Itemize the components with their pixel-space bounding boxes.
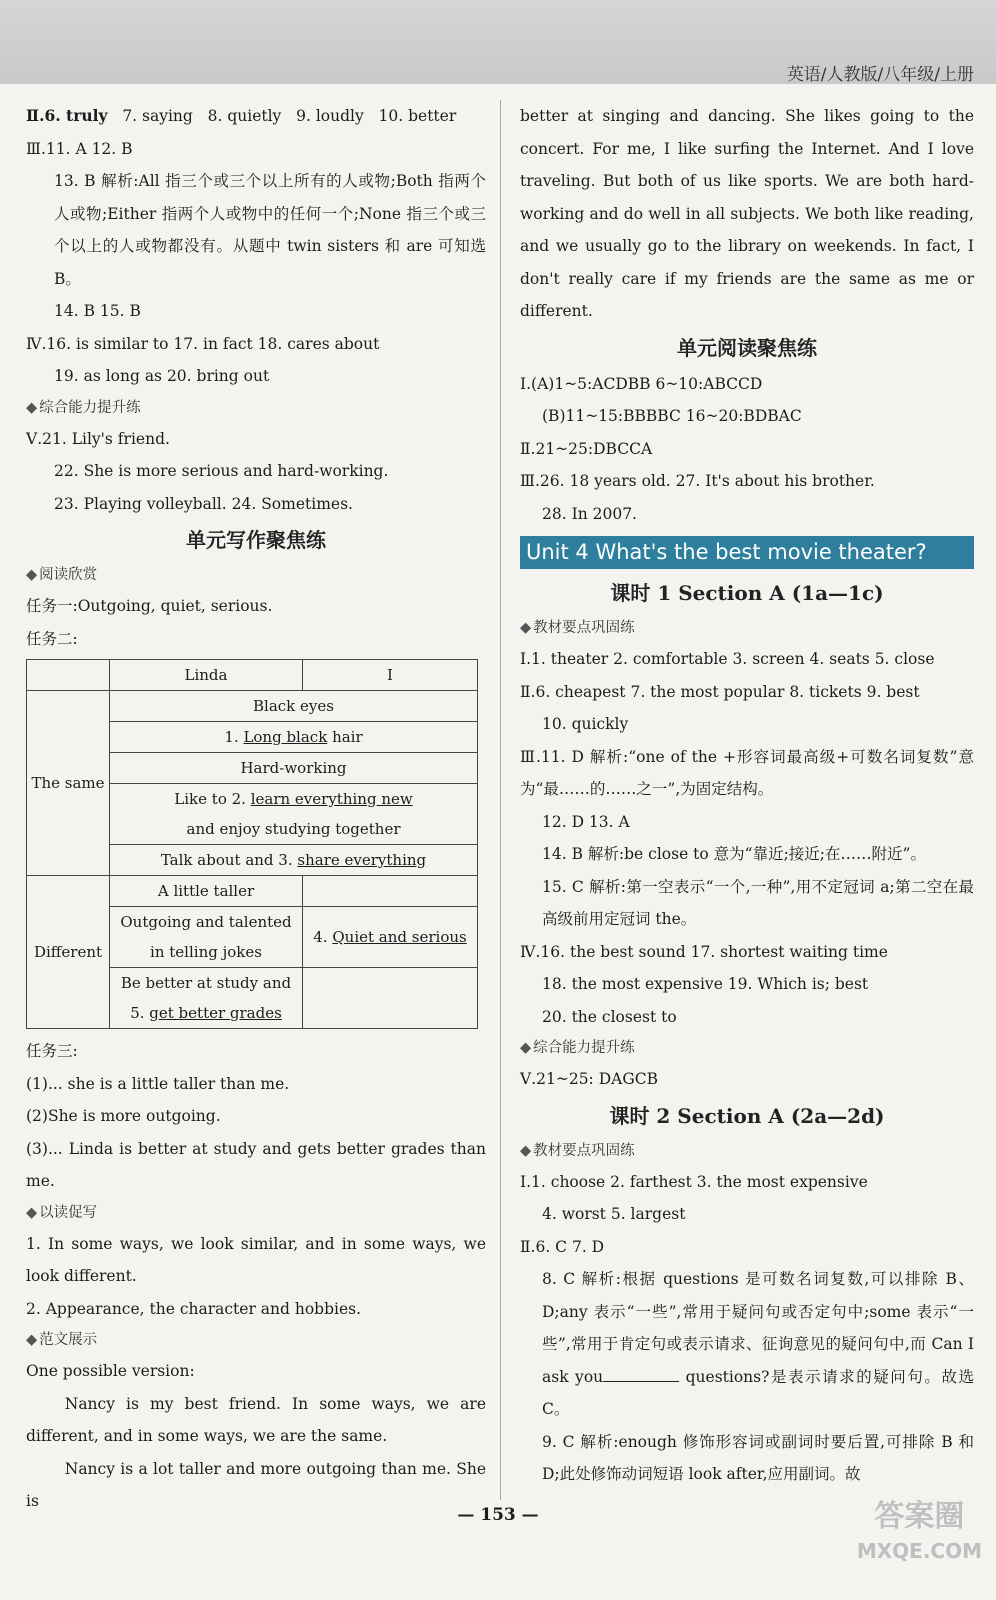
answer-line: 19. as long as 20. bring out [54,367,270,385]
answer-line: (1)... she is a little taller than me. [26,1074,290,1093]
section-title: 单元写作聚焦练 [186,528,326,552]
answer-line: (2)She is more outgoing. [26,1107,221,1125]
diamond-icon: ◆ [26,399,38,416]
table-cell: 1. Long black hair [110,722,478,753]
essay-paragraph: better at singing and dancing. She likes going to the concert. For me, I like surfing the Internet. And I love traveling. But both of us like sports. We are both hard-working and do well in all subjects. We both like reading, and we usually go to the library on weekends. In fact, I don't really care if my friends are the same as me or different. [520,107,974,320]
lesson-title: 课时 1 Section A (1a—1c) [610,581,884,605]
answer-line: Ⅳ.16. is similar to 17. in fact 18. cares about [26,334,380,353]
comparison-table [26,659,478,1029]
table-cell: Black eyes [110,691,478,722]
answer-blank [603,1381,679,1382]
essay-line: One possible version: [26,1362,195,1380]
answer-line: Ⅱ.6. cheapest 7. the most popular 8. tickets 9. best [520,682,920,701]
table-cell: Be better at study and 5. get better grades [110,968,303,1029]
right-column [520,100,974,1491]
section-label: ◆ 综合能力提升练 [26,399,141,416]
section-label: ◆ 范文展示 [26,1332,98,1348]
page-number: — 153 — [457,1505,539,1525]
essay-paragraph: Nancy is a lot taller and more outgoing than me. She is [26,1459,486,1510]
task-line: 任务二: [26,629,78,648]
table-header: I [303,660,478,691]
diamond-icon: ◆ [520,620,532,636]
diamond-icon: ◆ [26,1332,38,1348]
diamond-icon: ◆ [520,1040,532,1056]
row-label: Different [27,876,110,1029]
answer-line: 10. quickly [542,715,629,733]
table-cell: Hard-working [110,753,478,784]
answer-line: Ⅳ.16. the best sound 17. shortest waiting time [520,942,888,961]
answer-line: 18. the most expensive 19. Which is; best [542,975,869,993]
page-header [0,0,996,84]
section-label: ◆ 教材要点巩固练 [520,620,635,636]
answer-explanation: 8. C 解析:根据 questions 是可数名词复数,可以排除 B、D;any 表示“一些”,常用于疑问句或否定句中;some 表示“一些”,常用于肯定句或表示请求、征询意见的疑问句中,而 Can I ask you questions?是表示请求的疑问句。故选 C。 [542,1270,974,1418]
answer-line: 14. B 15. B [54,302,141,320]
essay-paragraph: Nancy is my best friend. In some ways, we are different, and in some ways, we are the same. [26,1394,486,1445]
table-cell: A little taller [110,876,303,907]
answer-explanation: 13. B 解析:All 指三个或三个以上所有的人或物;Both 指两个人或物;Either 指两个人或物中的任何一个;None 指三个或三个以上的人或物都没有。从题中 twin sisters 和 are 可知选 B。 [54,172,486,288]
answer-line: 1. In some ways, we look similar, and in some ways, we look different. [26,1234,486,1285]
answer-line: 22. She is more serious and hard-working. [54,462,389,480]
task-line: 任务一:Outgoing, quiet, serious. [26,597,273,615]
diamond-icon: ◆ [26,1204,38,1221]
table-cell: Outgoing and talented in telling jokes [110,907,303,968]
answer-line: 28. In 2007. [542,504,637,523]
answer-line: Ⅰ.(A)1~5:ACDBB 6~10:ABCCD [520,374,763,393]
answer-line: 2. Appearance, the character and hobbies. [26,1299,362,1318]
task-line: 任务三: [26,1042,78,1060]
answer-line: 12. D 13. A [542,812,630,831]
answer-explanation: Ⅲ.11. D 解析:“one of the +形容词最高级+可数名词复数”意为“最……的……之一”,为固定结构。 [520,747,974,798]
answer-line: Ⅰ.1. theater 2. comfortable 3. screen 4. seats 5. close [520,650,935,668]
left-column [26,100,486,1518]
book-tag: 英语/人教版/八年级/上册 [786,65,974,85]
answer-line: (3)... Linda is better at study and gets better grades than me. [26,1139,486,1190]
section-label: ◆ 综合能力提升练 [520,1040,635,1056]
answer-line: Ⅴ.21~25: DAGCB [520,1070,658,1088]
answer-line: (B)11~15:BBBBC 16~20:BDBAC [542,407,802,425]
column-divider [500,100,501,1500]
answer-explanation: 14. B 解析:be close to 意为“靠近;接近;在……附近”。 [542,845,926,863]
table-cell: 4. Quiet and serious [303,907,478,968]
answer-line: Ⅴ.21. Lily's friend. [26,429,170,448]
answer-line: Ⅲ.11. A 12. B [26,139,133,158]
section-title: 单元阅读聚焦练 [677,335,817,360]
answer-line: 20. the closest to [542,1007,677,1026]
answer-line: Ⅰ.1. choose 2. farthest 3. the most expensive [520,1172,868,1191]
section-label: ◆ 以读促写 [26,1204,98,1221]
table-cell: and enjoy studying together [110,814,478,845]
answer-line: 23. Playing volleyball. 24. Sometimes. [54,494,353,513]
answer-line: Ⅱ.6. C 7. D [520,1237,605,1256]
answer-line: Ⅱ.6. truly 7. saying 8. quietly 9. loudly 10. better [26,106,457,125]
section-label: ◆ 阅读欣赏 [26,567,98,583]
answer-line: 4. worst 5. largest [542,1205,686,1223]
row-label: The same [27,691,110,876]
lesson-title: 课时 2 Section A (2a—2d) [609,1103,885,1128]
answer-explanation: 9. C 解析:enough 修饰形容词或副词时要后置,可排除 B 和 D;此处修饰动词短语 look after,应用副词。故 [542,1432,974,1483]
diamond-icon: ◆ [26,567,38,583]
answer-line: Ⅲ.26. 18 years old. 27. It's about his brother. [520,472,875,490]
unit-title-bar: Unit 4 What's the best movie theater? [520,536,974,569]
section-label: ◆ 教材要点巩固练 [520,1142,635,1159]
answer-line: Ⅱ.21~25:DBCCA [520,439,653,458]
diamond-icon: ◆ [520,1142,532,1159]
answer-explanation: 15. C 解析:第一空表示“一个,一种”,用不定冠词 a;第二空在最高级前用定冠词 the。 [542,877,974,928]
table-header: Linda [110,660,303,691]
table-cell: Like to 2. learn everything new [110,784,478,815]
watermark: 答案圈 MXQE.COM [856,1499,982,1563]
table-cell: Talk about and 3. share everything [110,845,478,876]
